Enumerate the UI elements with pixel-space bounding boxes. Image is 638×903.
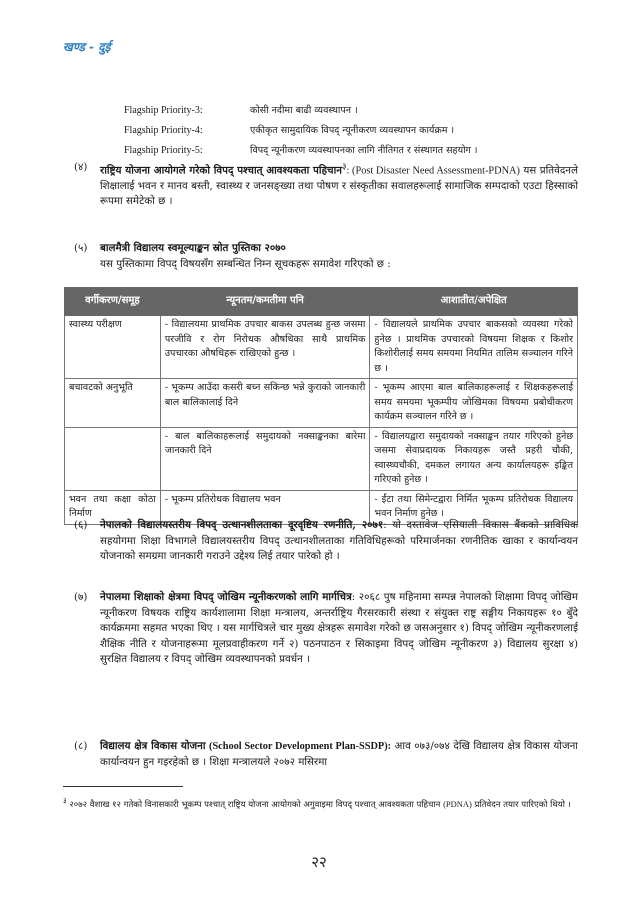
page-number: २२: [311, 853, 327, 871]
item-body: यस प्रतिवेदनले शिक्षालाई भवन र मानव बस्ती, स्वास्थ्य र जनसङ्ख्या तथा पोषण र संस्कृतीका सवालहरूलाई सामाजिक सम्पदाको एउटा हिस्साको रूपमा समेटेको छ ।: [100, 164, 578, 208]
table-cell: - बाल बालिकाहरूलाई समुदायको नक्साङ्कनका बारेमा जानकारी दिने: [160, 427, 370, 490]
item-body: यस पुस्तिकामा विपद् विषयसँग सम्बन्धित निम्न सूचकहरू समावेश गरिएको छ :: [100, 257, 391, 270]
item-title: राष्ट्रिय योजना आयोगले गरेको विपद् पश्चात् आवश्यकता पहिचान: [100, 164, 342, 177]
item-number: (५): [74, 242, 88, 254]
item-7: [74, 590, 578, 668]
footnote-text: २०७२ वैशाख १२ गतेको विनासकारी भूकम्प पश्चात् राष्ट्रिय योजना आयोगको अगुवाइमा विपद् पश्चात् आवश्यकता पहिचान: [69, 799, 441, 810]
table-cell: - भूकम्प आएमा बाल बालिकाहरूलाई र शिक्षकहरूलाई समय समयमा भूकम्पीय जोखिमका विषयमा प्रबोधीकरण कार्यक्रम सञ्चालन गरिने छ ।: [370, 379, 578, 428]
item-title: बालमैत्री विद्यालय स्वमूल्याङ्कन स्रोत पुस्तिका २०७०: [100, 242, 286, 254]
flagship-priority-4: [124, 123, 454, 136]
flagship-priority-5: [124, 143, 478, 156]
footnote-ref: ३: [341, 162, 347, 172]
table-row: [65, 379, 578, 428]
item-body: आव ०७३/०७४ देखि विद्यालय क्षेत्र विकास योजना कार्यान्वयन हुन गइरहेको छ । शिक्षा मन्त्रालयले २०७२ मसिरमा: [100, 740, 578, 768]
flagship-label: Flagship Priority-4:: [124, 125, 203, 136]
item-latin: (School Sector Development Plan-SSDP):: [209, 741, 392, 752]
item-title: विद्यालय क्षेत्र विकास योजना: [100, 740, 206, 752]
flagship-label: Flagship Priority-5:: [124, 145, 203, 156]
item-title: नेपालको विद्यालयस्तरीय विपद् उत्थानशीलताका दूरदृष्टिय रणनीति, २०७१: [100, 519, 384, 531]
table-cell: - विद्यालयले प्राथमिक उपचार बाकसको व्यवस्था गरेको हुनेछ । प्राथमिक उपचारको विषयमा शिक्षक र किशोर किशोरीलाई समय समयमा नियमित तालिम सञ्चालन गरिने छ ।: [370, 316, 578, 379]
flagship-priority-3: [124, 103, 358, 116]
section-tag: खण्ड - दुई: [63, 40, 111, 54]
item-number: (८): [74, 740, 88, 752]
item-6: [74, 518, 578, 565]
item-body: : २०६८ पुष महिनामा सम्पन्न नेपालको शिक्षामा विपद् जोखिम न्यूनीकरण विषयक राष्ट्रिय कार्यशालामा शिक्षा मन्त्रालय, अन्तर्राष्ट्रिय गैरसरकारी संस्था र संयुक्त राष्ट्र सङ्घीय निकायहरू १० बुँदे कार्यक्रममा सहमत भएका थिए । यस मार्गचित्रले चार मुख्य क्षेत्रहरू समावेश गरेको छ जसअनुसार १) विपद् जोखिम न्यूनीकरणलाई शैक्षिक नीति र योजनाहरूमा मूलप्रवाहीकरण गर्ने २) पठनपाठन र सिकाइमा विपद् जोखिम न्यूनीकरण ३) विद्यालय सुरक्षा ४) सुरक्षित विद्यालय र विपद् जोखिम व्यवस्थापनको प्रवर्धन ।: [100, 591, 578, 665]
table-cell: [65, 427, 161, 490]
footnote-marker: ३: [63, 796, 67, 805]
item-number: (७): [74, 591, 88, 603]
footnote-text-2: प्रतिवेदन तयार पारिएको थियो ।: [474, 799, 571, 810]
item-4: [74, 160, 578, 210]
flagship-text: विपद् न्यूनीकरण व्यवस्थापनका लागि नीतिगत र संस्थागत सहयोग ।: [250, 145, 478, 156]
table-cell: - ईंटा तथा सिमेन्टद्वारा निर्मित भूकम्प प्रतिरोधक विद्यालय भवन निर्माण हुनेछ ।: [370, 490, 578, 524]
table-cell: - भूकम्प आउँदा कसरी बच्न सकिन्छ भन्ने कुराको जानकारी बाल बालिकालाई दिने: [160, 379, 370, 428]
footnote-divider: [63, 786, 183, 787]
table-row: [65, 316, 578, 379]
footnote-latin: (PDNA): [443, 798, 472, 809]
item-8: [74, 739, 578, 770]
item-number: (६): [74, 519, 88, 531]
table-cell: - विद्यालयमा प्राथमिक उपचार बाकस उपलब्ध हुन्छ जसमा परजीवि र रोग निरोधक औषधिका साथै प्राथमिक उपचारका औषधिहरू राखिएको हुन्छ ।: [160, 316, 370, 379]
item-number: (४): [74, 161, 88, 173]
item-title: नेपालमा शिक्षाको क्षेत्रमा विपद् जोखिम न्यूनीकरणको लागि मार्गचित्र: [100, 591, 352, 603]
table-cell: - विद्यालयद्वारा समुदायको नक्साङ्कन तयार गरिएको हुनेछ जसमा सेवाप्रदायक निकायहरू जस्तै प्रहरी चौकी, स्वास्थ्यचौकी, दमकल लगायत अन्य कार्यालयहरू इङ्कित गरिएको हुनेछ ।: [370, 427, 578, 490]
item-5: [74, 241, 578, 272]
flagship-label: Flagship Priority-3:: [124, 105, 203, 116]
item-latin: : (Post Disaster Need Assessment-PDNA): [346, 165, 520, 177]
table-cell: भवन तथा कक्षा कोठा निर्माण: [65, 490, 161, 524]
column-header: वर्गीकरण/समूह: [65, 288, 161, 316]
item-body: : यो दस्तावेज एसियाली विकास बैंकको प्राविधिक सहयोगमा शिक्षा विभागले विद्यालयस्तरीय विपद् उत्थानशीलताका गतिविधिहरूको परिमार्जनका रणनीतिक खाका र कार्यान्वयन योजनाको समग्रमा जानकारी गराउने उद्देश्य लिई तयार पारेको हो ।: [100, 519, 578, 562]
column-header: न्यूनतम/कमतीमा पनि: [160, 288, 370, 316]
column-header: आशातीत/अपेक्षित: [370, 288, 578, 316]
footnote: [63, 794, 578, 812]
table-cell: - भूकम्प प्रतिरोधक विद्यालय भवन: [160, 490, 370, 524]
table-cell: बचावटको अनुभूति: [65, 379, 161, 428]
table-row: [65, 427, 578, 490]
table-cell: स्वास्थ्य परीक्षण: [65, 316, 161, 379]
flagship-text: एकीकृत सामुदायिक विपद् न्यूनीकरण व्यवस्थापन कार्यक्रम ।: [250, 125, 455, 136]
indicator-table: [64, 287, 578, 525]
table-header-row: [65, 288, 578, 316]
flagship-text: कोसी नदीमा बाढी व्यवस्थापन ।: [250, 105, 358, 116]
